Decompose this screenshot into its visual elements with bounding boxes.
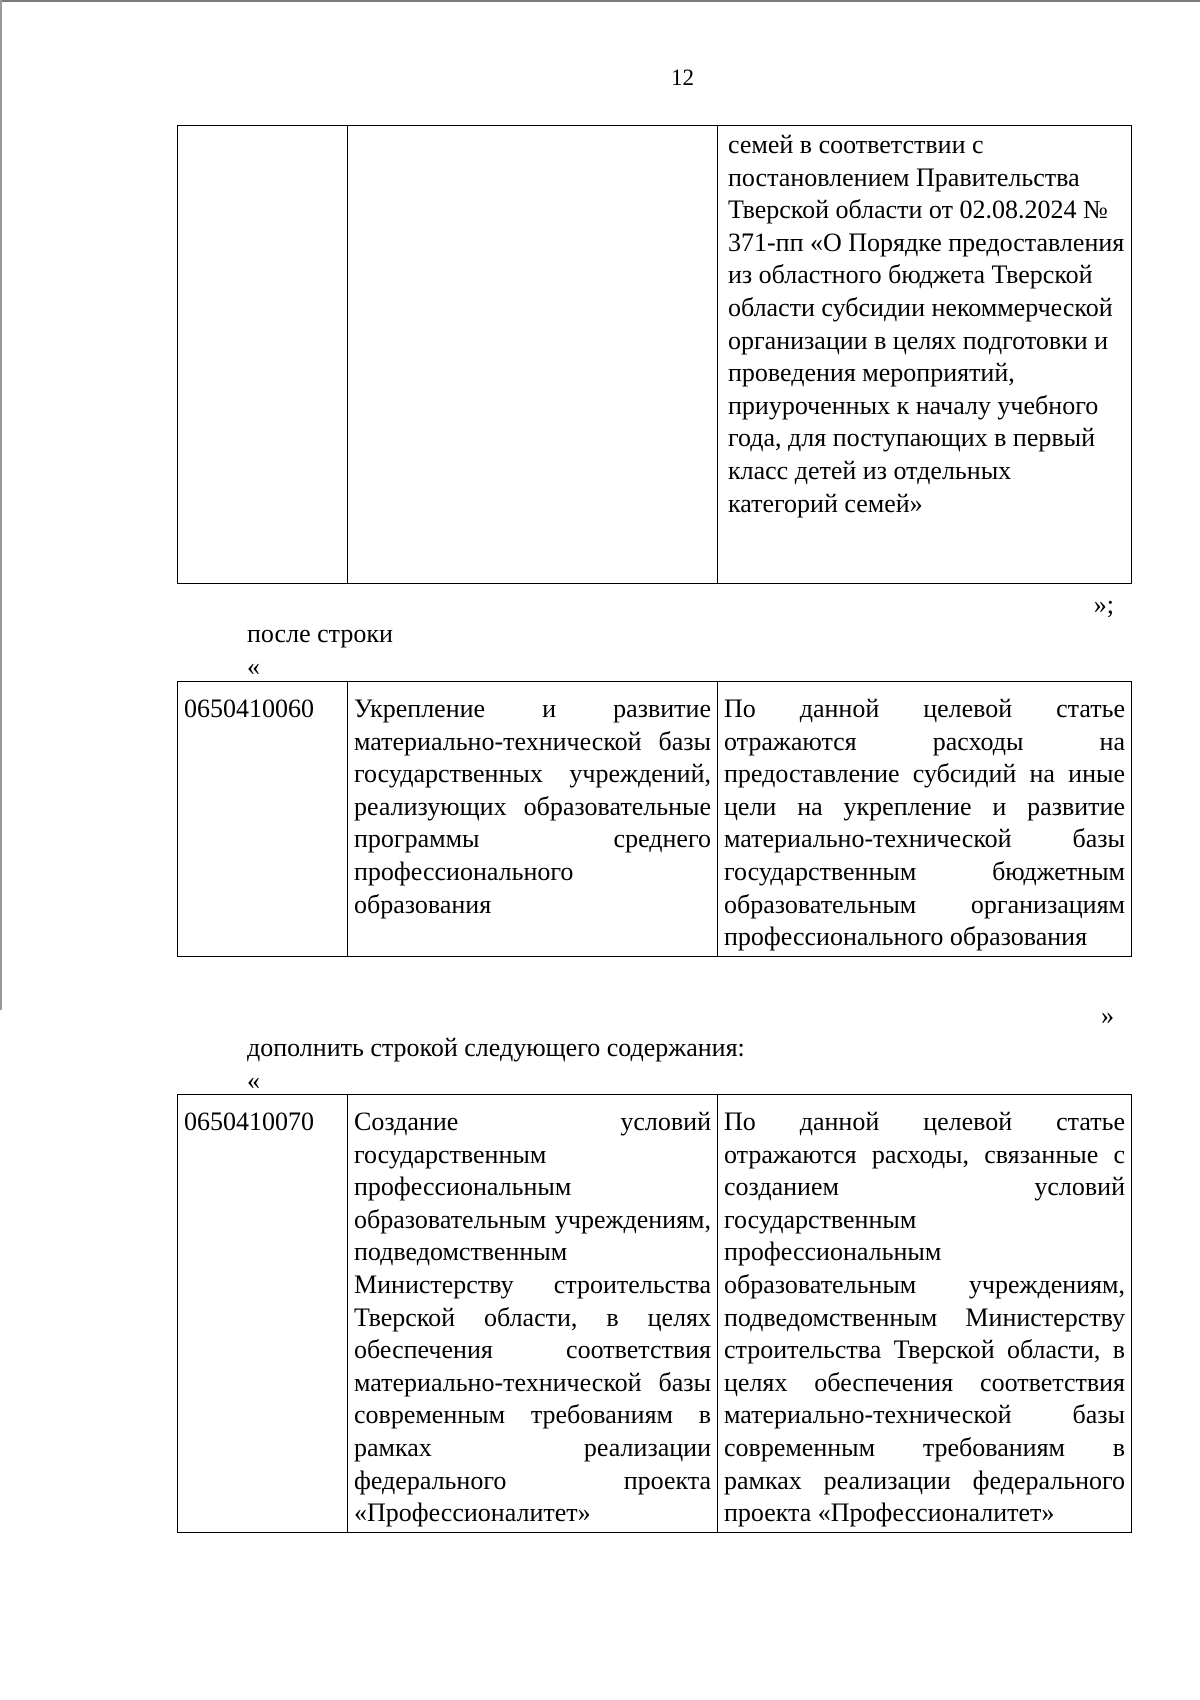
instruction-after-row: после строки — [247, 619, 393, 648]
code-cell — [178, 126, 348, 584]
code-cell: 0650410060 — [178, 682, 348, 957]
closing-quote-1: »; — [1093, 590, 1114, 619]
description-cell: семей в соответствии с постановлением Правительства Тверской области от 02.08.2024 № 371-пп «О Порядке предоставления из областного бюджета Тверской области субсидии некоммерческой организации в целях подготовки и проведения мероприятий, приуроченных к началу учебного года, для поступающих в первый класс детей из отдельных категорий семей» — [718, 126, 1132, 584]
opening-quote-1: « — [247, 652, 260, 681]
existing-row-table — [177, 681, 1132, 957]
name-cell — [348, 126, 718, 584]
scan-left-edge — [0, 0, 2, 1010]
code-cell: 0650410070 — [178, 1095, 348, 1533]
opening-quote-2: « — [247, 1066, 260, 1095]
scan-top-edge — [0, 0, 1200, 2]
description-cell: По данной целевой статье отражаются расходы на предоставление субсидий на иные цели на укрепление и развитие материально-технической базы государственным бюджетным образовательным организациям профессионального образования — [718, 682, 1132, 957]
instruction-add-row: дополнить строкой следующего содержания: — [247, 1033, 745, 1062]
name-cell: Создание условий государственным профессиональным образовательным учреждениям, подведомственным Министерству строительства Тверской области, в целях обеспечения соответствия материально-технической базы современным требованиям в рамках реализации федерального проекта «Профессионалитет» — [348, 1095, 718, 1533]
table-row — [178, 1095, 1132, 1533]
closing-quote-2: » — [1101, 1001, 1114, 1030]
page-number: 12 — [671, 65, 694, 90]
table-row — [178, 126, 1132, 584]
name-cell: Укрепление и развитие материально-технической базы государственных учреждений, реализующих образовательные программы среднего профессионального образования — [348, 682, 718, 957]
continuation-table — [177, 125, 1132, 584]
new-row-table — [177, 1094, 1132, 1533]
description-cell: По данной целевой статье отражаются расходы, связанные с созданием условий государственным профессиональным образовательным учреждениям, подведомственным Министерству строительства Тверской области, в целях обеспечения соответствия материально-технической базы современным требованиям в рамках реализации федерального проекта «Профессионалитет» — [718, 1095, 1132, 1533]
table-row — [178, 682, 1132, 957]
